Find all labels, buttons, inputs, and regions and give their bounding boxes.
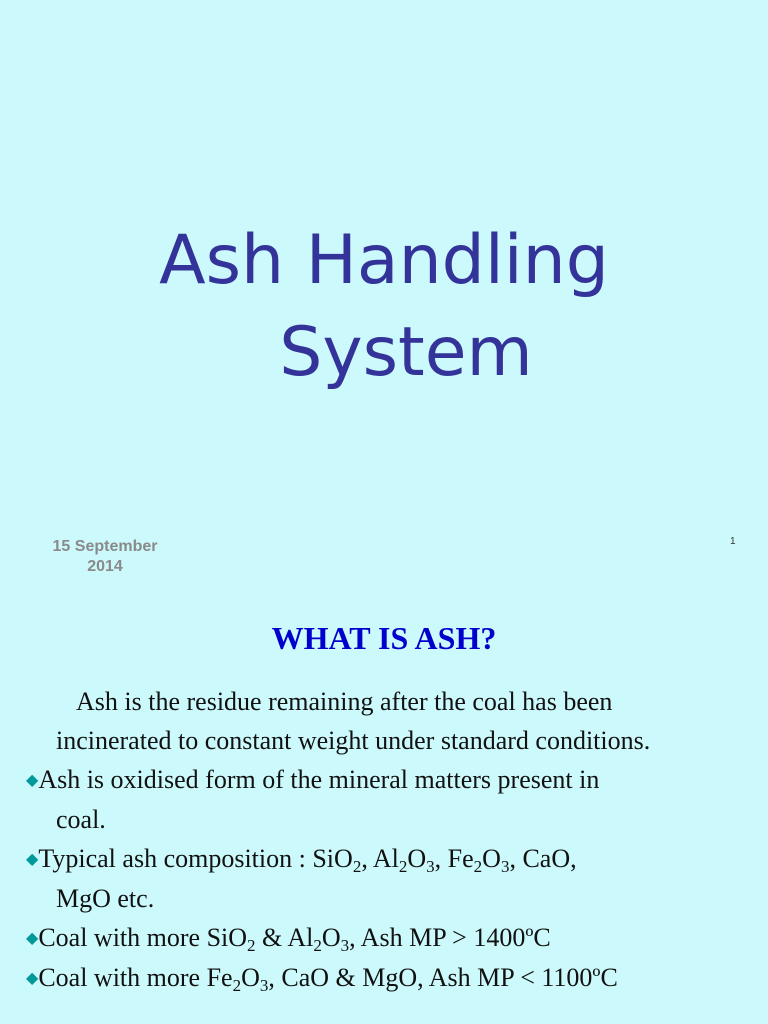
- page-number: 1: [730, 536, 736, 547]
- bullet-1-line-2: coal.: [56, 805, 106, 834]
- diamond-bullet-icon: ◆: [26, 970, 39, 987]
- content-slide: [0, 590, 768, 1024]
- slide-date: [30, 537, 180, 577]
- bullet-item: ◆Coal with more $Fe_2O_3$, CaO & MgO, Ash MP < 1100ºC: [26, 963, 618, 995]
- bullet-1-line-1: Ash is oxidised form of the mineral matters present in: [38, 765, 600, 794]
- bullet-item: [26, 760, 756, 839]
- date-line-2: 2014: [87, 558, 123, 575]
- diamond-bullet-icon: ◆: [26, 851, 39, 868]
- intro-paragraph: [26, 682, 756, 760]
- slide-heading: WHAT IS ASH?: [271, 620, 497, 656]
- formula-fe2o3: $Fe_2O_3$, CaO,: [447, 844, 577, 876]
- intro-line-1: Ash is the residue remaining after the coal has been: [76, 687, 613, 716]
- date-line-1: 15 September: [52, 538, 158, 555]
- slide-body: [26, 682, 756, 998]
- diamond-bullet-icon: ◆: [26, 930, 39, 947]
- title-line-1: Ash Handling: [159, 221, 609, 300]
- diamond-bullet-icon: ◆: [26, 772, 39, 789]
- formula-sio2: SiO$_2$,: [312, 844, 373, 876]
- bullet-item: [26, 839, 756, 918]
- slide-title: [0, 215, 768, 399]
- bullet-2-prefix: Typical ash composition :: [38, 844, 313, 873]
- bullet-item: ◆Coal with more SiO$_2$ & $Al_2O_3$, Ash MP > 1400ºC: [26, 923, 551, 955]
- intro-line-2: incinerated to constant weight under standard conditions.: [56, 726, 651, 755]
- formula-al2o3: $Al_2O_3$,: [372, 844, 448, 876]
- title-line-2: System: [279, 313, 533, 392]
- bullet-2-line-2: MgO etc.: [56, 884, 155, 913]
